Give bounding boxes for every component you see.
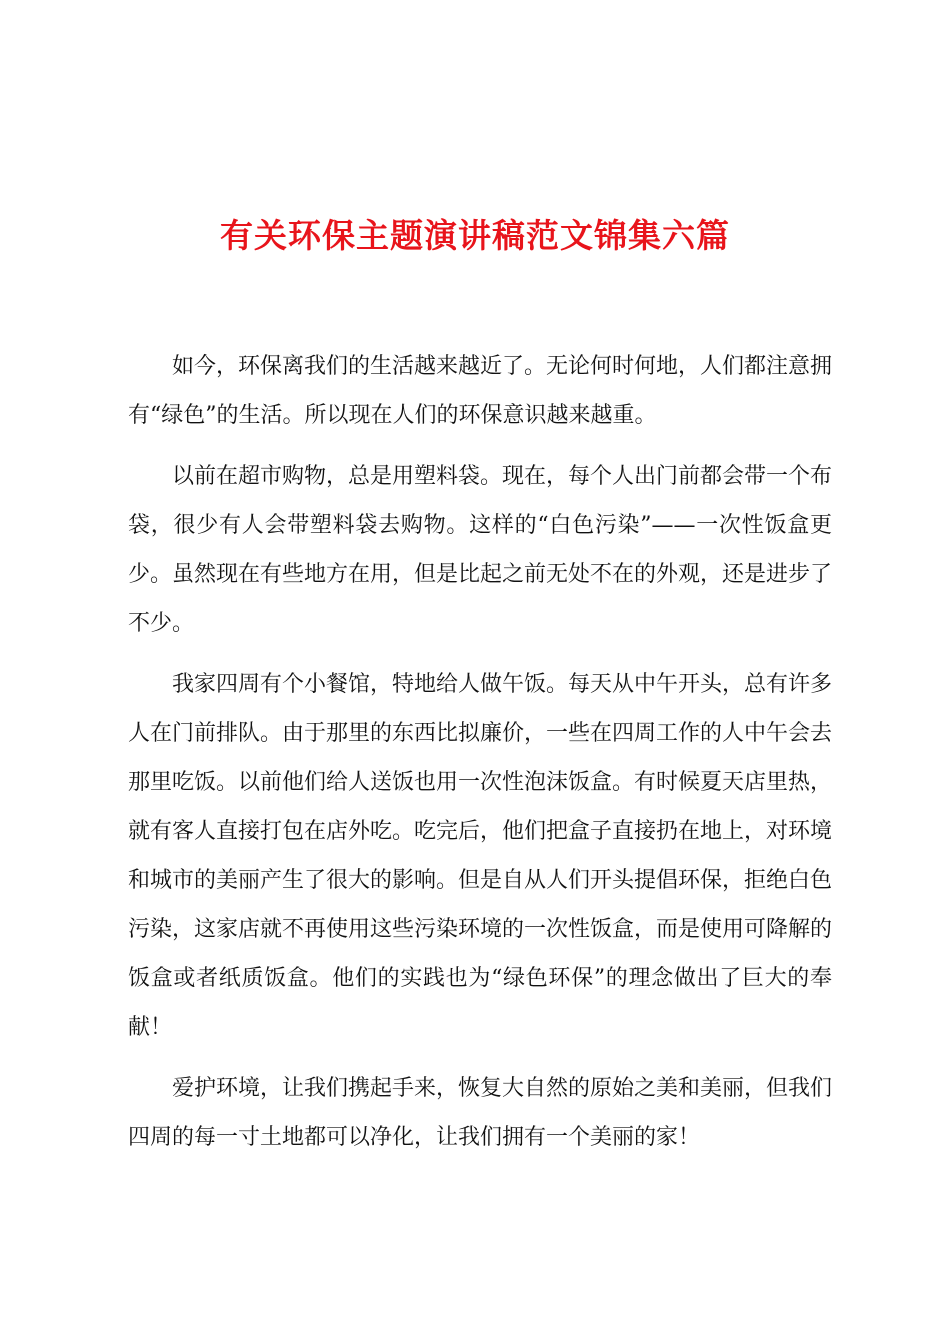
paragraph-3: 我家四周有个小餐馆，特地给人做午饭。每天从中午开头，总有许多人在门前排队。由于那里的东西比拟廉价，一些在四周工作的人中午会去那里吃饭。以前他们给人送饭也用一次性泡沫饭盒。有时候夏天店里热，就有客人直接打包在店外吃。吃完后，他们把盒子直接扔在地上，对环境和城市的美丽产生了很大的影响。但是自从人们开头提倡环保，拒绝白色污染，这家店就不再使用这些污染环境的一次性饭盒，而是使用可降解的饭盒或者纸质饭盒。他们的实践也为“绿色环保”的理念做出了巨大的奉献！: [128, 672, 833, 1040]
document-body: [128, 342, 832, 1174]
paragraph-2: 以前在超市购物，总是用塑料袋。现在，每个人出门前都会带一个布袋，很少有人会带塑料袋去购物。这样的“白色污染”——一次性饭盒更少。虽然现在有些地方在用，但是比起之前无处不在的外观，还是进步了不少。: [128, 464, 833, 636]
paragraph-1: 如今，环保离我们的生活越来越近了。无论何时何地，人们都注意拥有“绿色”的生活。所以现在人们的环保意识越来越重。: [128, 354, 833, 428]
paragraph-4: 爱护环境，让我们携起手来，恢复大自然的原始之美和美丽，但我们四周的每一寸土地都可以净化，让我们拥有一个美丽的家！: [128, 1076, 833, 1150]
document-title: 有关环保主题演讲稿范文锦集六篇: [220, 216, 730, 255]
